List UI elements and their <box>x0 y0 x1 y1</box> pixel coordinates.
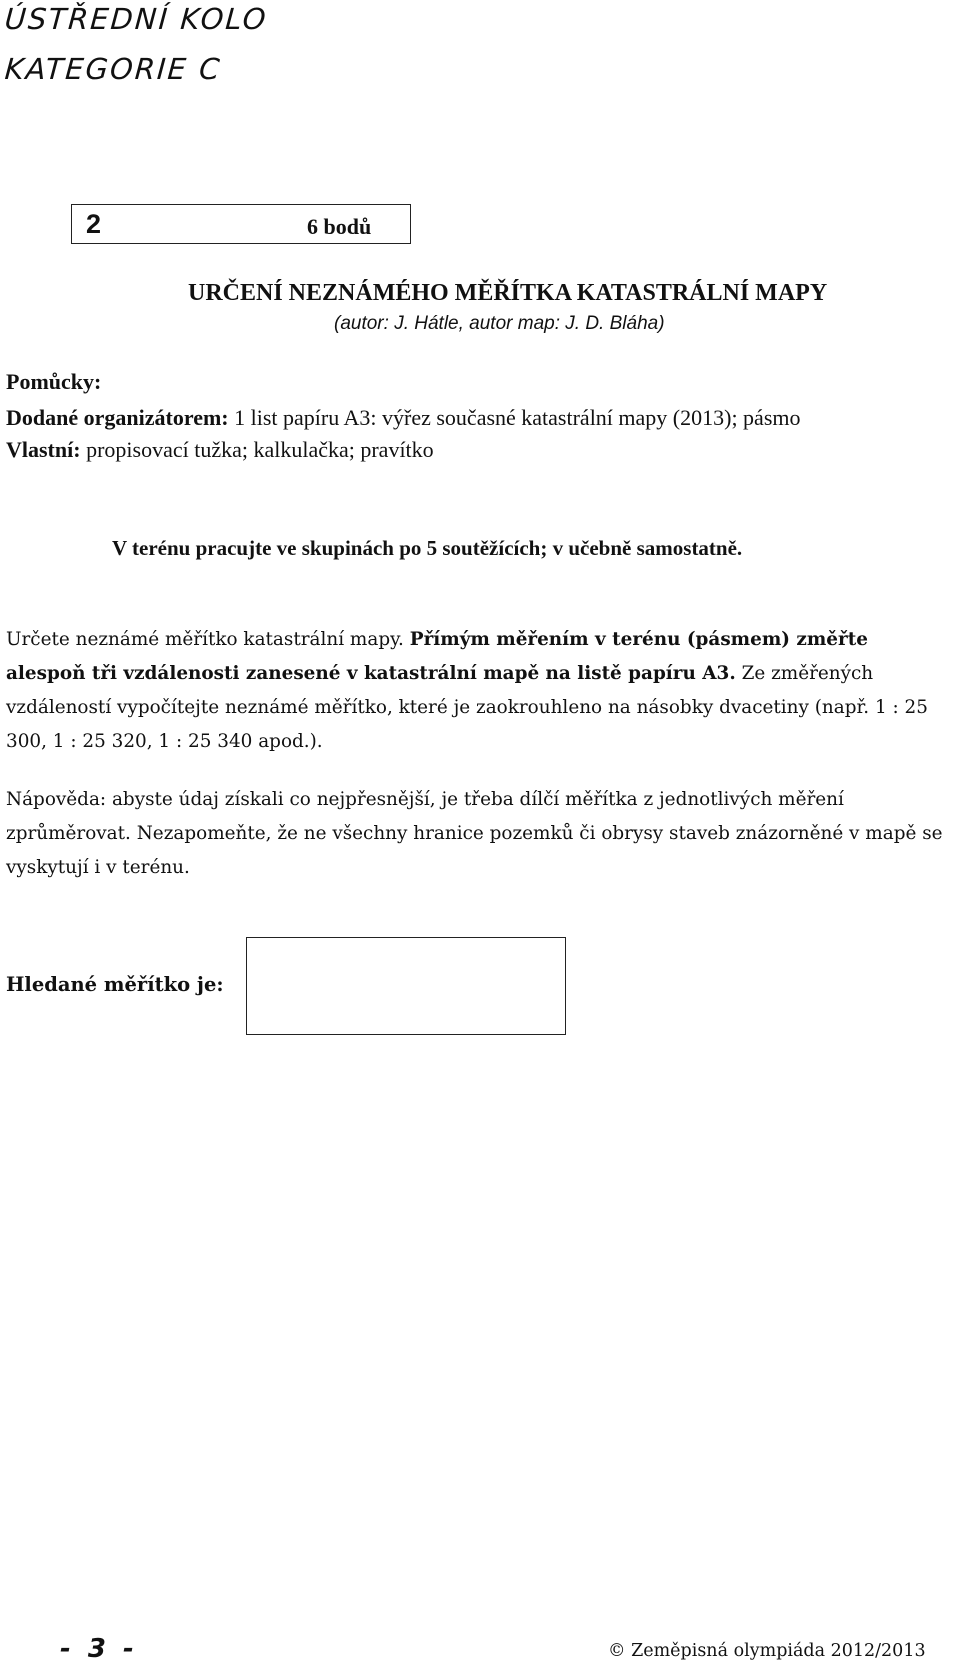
tools-organizer <box>6 405 801 431</box>
instructions-part3: Ze změřených vzdáleností vypočítejte neznámé měřítko, které je zaokrouhleno na násobky dvacetiny (např. 1 : 25 300, 1 : 25 320, 1 : 25 340 apod.). <box>6 663 928 752</box>
tools-organizer-text: 1 list papíru A3: výřez současné katastrální mapy (2013); pásmo <box>228 405 801 430</box>
team-note: V terénu pracujte ve skupinách po 5 soutěžících; v učebně samostatně. <box>112 536 743 560</box>
task-number: 2 <box>86 209 102 239</box>
hint-paragraph: Nápověda: abyste údaj získali co nejpřesnější, je třeba dílčí měřítka z jednotlivých měření zprůměrovat. Nezapomeňte, že ne všechny hranice pozemků či obrysy staveb znázorněné v mapě se vyskytují i v terénu. <box>6 789 943 878</box>
tools-own-label: Vlastní: <box>6 437 81 462</box>
task-points: 6 bodů <box>307 214 372 239</box>
task-authors: (autor: J. Hátle, autor map: J. D. Bláha) <box>334 313 665 334</box>
instructions-part1: Určete neznámé měřítko katastrální mapy. <box>6 629 410 650</box>
task-box <box>71 204 411 244</box>
answer-box[interactable] <box>246 937 566 1035</box>
tools-own-text: propisovací tužka; kalkulačka; pravítko <box>80 437 434 462</box>
tools-organizer-label: Dodané organizátorem: <box>6 405 229 430</box>
answer-label: Hledané měřítko je: <box>6 973 224 996</box>
header-category: KATEGORIE C <box>3 52 223 86</box>
page-number: - 3 - <box>60 1634 138 1664</box>
instructions-part2: Přímým měřením v terénu (pásmem) změřte alespoň tři vzdálenosti zanesené v katastrální mapě na listě papíru A3. <box>6 629 868 684</box>
task-title: URČENÍ NEZNÁMÉHO MĚŘÍTKA KATASTRÁLNÍ MAPY <box>188 280 828 306</box>
header-round: ÚSTŘEDNÍ KOLO <box>3 2 269 36</box>
footer-copyright: © Zeměpisná olympiáda 2012/2013 <box>608 1641 926 1661</box>
tools-label: Pomůcky: <box>6 369 102 394</box>
tools-own <box>6 437 434 463</box>
instructions-paragraph <box>6 623 950 759</box>
